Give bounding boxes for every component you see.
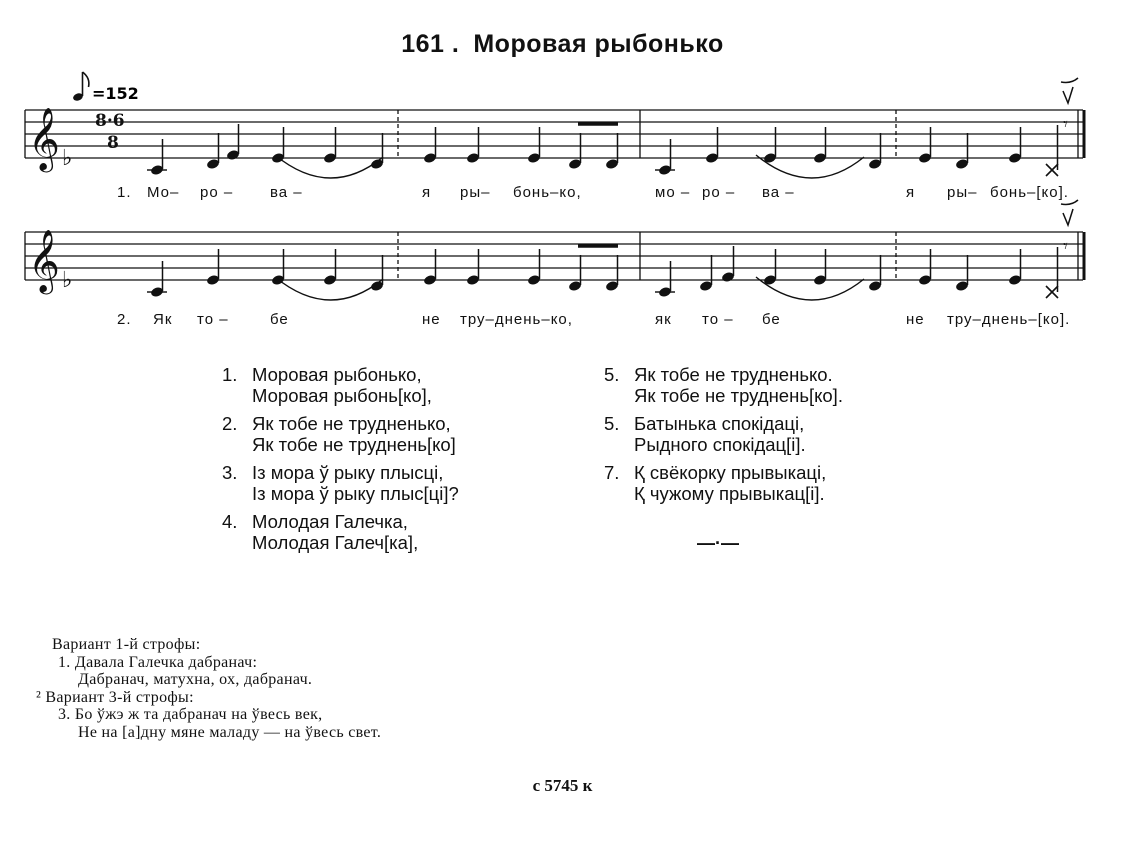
lyric-syllable: як <box>655 311 672 328</box>
variant-line: 3. Бо ўжэ ж та дабранач на ўвесь век, <box>58 706 323 723</box>
x-note-head <box>1046 125 1058 176</box>
verse-line: Қ чужому прывыкац[і]. <box>634 483 825 504</box>
staff-1-lyrics <box>117 184 1069 201</box>
verse <box>222 462 459 504</box>
verse <box>604 413 843 455</box>
note-head <box>955 255 969 292</box>
verse-line: Як тобе не трудненько. <box>634 364 833 385</box>
breath-mark-icon <box>1061 78 1078 103</box>
verse-line: Моровая рыбонь[ко], <box>252 385 432 406</box>
verse-line: Батынька спокідаці, <box>634 413 805 434</box>
staff-2-notes <box>147 236 1068 298</box>
verse-line: Як тобе не труднень[ко]. <box>634 385 843 406</box>
note-head <box>868 255 882 292</box>
verse-line: Рыдного спокідац[і]. <box>634 434 806 455</box>
note-head <box>226 124 240 161</box>
verse-number: 4. <box>222 511 238 532</box>
lyric-syllable: не <box>906 311 925 328</box>
note-head <box>605 255 619 292</box>
lyric-syllable: 2. <box>117 311 132 328</box>
verse-line: Із мора ў рыку плыс[ці]? <box>252 483 459 504</box>
variant-line: 1. Давала Галечка дабранач: <box>58 653 258 671</box>
x-note-head <box>1046 247 1058 298</box>
verse <box>222 413 459 455</box>
treble-clef-icon: 𝄞 <box>28 229 60 292</box>
variant-line: ² Вариант 3-й строфы: <box>36 688 194 706</box>
eighth-rest-icon: 𝄾 <box>1063 236 1068 257</box>
lyric-syllable: ро – <box>702 184 736 201</box>
song-title-text: Моровая рыбонько <box>473 30 724 58</box>
note-head <box>721 246 735 283</box>
end-mark: —·— <box>697 533 739 553</box>
lyric-syllable: бе <box>762 311 781 328</box>
verse-line: Моровая рыбонько, <box>252 364 422 385</box>
staff-1-notes <box>147 114 1068 176</box>
verse-line: Молодая Галеч[ка], <box>252 532 419 553</box>
verse-number: 1. <box>222 364 238 385</box>
eighth-note-icon <box>72 72 89 102</box>
time-signature-bottom: 8 <box>107 133 119 153</box>
lyric-syllable: бонь–[ко]. <box>990 184 1069 201</box>
verse <box>222 511 459 553</box>
lyric-syllable: ва – <box>762 184 795 201</box>
verse-number: 2. <box>222 413 238 434</box>
verse-line: Як тобе не труднень[ко] <box>252 434 456 455</box>
verse-line: Як тобе не трудненько, <box>252 413 451 434</box>
verse <box>604 364 843 406</box>
song-number: 161 . <box>401 30 460 58</box>
note-head <box>605 133 619 170</box>
lyric-syllable: бонь–ко, <box>513 184 582 201</box>
variant-line: Вариант 1-й строфы: <box>52 636 201 653</box>
variant-line: Дабранач, матухна, ох, дабранач. <box>78 671 313 688</box>
note-head <box>955 133 969 170</box>
verse-line: Молодая Галечка, <box>252 511 408 532</box>
lyric-syllable: то – <box>702 311 734 328</box>
variants-block <box>36 636 382 741</box>
eighth-rest-icon: 𝄾 <box>1063 114 1068 135</box>
variant-line: Не на [а]дну мяне маладу — на ўвесь свет. <box>78 723 382 741</box>
note-head <box>568 133 582 170</box>
verse-number: 7. <box>604 462 620 483</box>
lyric-syllable: то – <box>197 311 229 328</box>
note-head <box>568 255 582 292</box>
staff-2-lyrics <box>117 311 1070 328</box>
staff-2 <box>25 232 1084 280</box>
lyric-syllable: я <box>906 184 916 201</box>
verse-number: 3. <box>222 462 238 483</box>
lyric-syllable: Мо– <box>147 184 180 201</box>
verse-line: Із мора ў рыку плысці, <box>252 462 444 483</box>
lyric-syllable: я <box>422 184 432 201</box>
music-notation <box>0 0 1125 340</box>
lyric-syllable: не <box>422 311 441 328</box>
lyric-syllable: 1. <box>117 184 132 201</box>
lyric-syllable: ро – <box>200 184 234 201</box>
verse-line: Қ свёкорку прывыкаці, <box>634 462 827 483</box>
lyric-syllable: тру–днень–[ко]. <box>947 311 1071 328</box>
lyric-syllable: ва – <box>270 184 303 201</box>
time-signature-top: 8·6 <box>95 111 125 131</box>
archive-code: с 5745 к <box>532 776 593 795</box>
verse-number: 5. <box>604 364 620 385</box>
note-head <box>868 133 882 170</box>
staff-1 <box>25 110 1084 158</box>
lyric-syllable: ры– <box>460 184 491 201</box>
tempo-marking: =152 <box>92 84 139 103</box>
lyric-syllable: мо – <box>655 184 691 201</box>
lyric-syllable: бе <box>270 311 289 328</box>
lyric-syllable: тру–днень–ко, <box>460 311 573 328</box>
breath-mark-icon <box>1061 200 1078 225</box>
flat-sign-icon: ♭ <box>62 146 73 171</box>
note-head <box>206 133 220 170</box>
verses-right-column <box>604 364 843 511</box>
verse <box>604 462 843 504</box>
lyric-syllable: Як <box>153 311 173 328</box>
verse <box>222 364 459 406</box>
treble-clef-icon: 𝄞 <box>28 107 60 170</box>
note-head <box>699 255 713 292</box>
verses-left-column <box>222 364 459 560</box>
lyric-syllable: ры– <box>947 184 978 201</box>
verse-number: 5. <box>604 413 620 434</box>
flat-sign-icon: ♭ <box>62 268 73 293</box>
